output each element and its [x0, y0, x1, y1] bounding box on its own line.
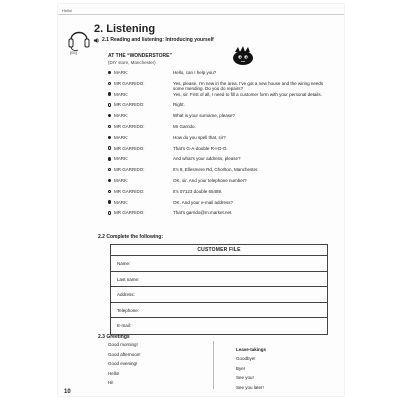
dialogue-row: [108, 102, 338, 113]
speaker-icon: [94, 38, 100, 43]
greeting-item: Good afternoon!: [108, 351, 141, 357]
dialogue-row: [108, 81, 338, 92]
dialogue-row: [108, 135, 338, 146]
dialogue-row: [108, 156, 338, 167]
dialogue-line: Mr Garrido.: [173, 123, 196, 129]
dialogue-row: [108, 210, 338, 221]
dialogue-line: And what’s your address, please?: [173, 156, 241, 162]
leave-takings-list: [236, 356, 264, 394]
dialogue-line: It’s 8, Ellesmere Rd, Chorlton, Manchester.: [173, 167, 259, 173]
section-title: 2. Listening: [94, 23, 156, 35]
customer-file-form: [110, 244, 328, 335]
greetings-list: [108, 342, 141, 390]
speaker-name: MARK:: [114, 113, 129, 119]
dialogue-row: [108, 189, 338, 200]
dialogue-line: That’s garrido@m.market.net.: [173, 210, 233, 216]
form-field-email[interactable]: E-mail:: [117, 323, 132, 328]
form-field-telephone[interactable]: Telephone:: [111, 303, 327, 319]
scene-header: [108, 53, 172, 65]
dialogue-line: It’s 07123 double 65489.: [173, 188, 223, 194]
speaker-name: MR GARRIDO:: [114, 167, 145, 173]
store-name: AT THE “WONDERSTORE”: [108, 53, 172, 59]
filled-bullet-icon: [108, 136, 111, 139]
open-bullet-icon: [108, 82, 111, 85]
store-location: (DIY store, Manchester): [108, 60, 156, 65]
form-field-address[interactable]: Address:: [111, 287, 327, 303]
column-divider: [213, 341, 214, 389]
speaker-name: MR GARRIDO:: [114, 210, 145, 216]
speaker-name: MR GARRIDO:: [114, 145, 145, 151]
mascot-illustration: [230, 46, 256, 66]
subsection-heading-2-1: 2.1 Reading and listening: Introducing yourself: [102, 37, 214, 43]
speaker-name: MARK:: [114, 177, 129, 183]
speaker-name: MR GARRIDO:: [114, 80, 145, 86]
greeting-item: Good morning!: [108, 342, 138, 347]
speaker-name: MR GARRIDO:: [114, 102, 145, 108]
leave-taking-item: Bye!: [236, 365, 246, 371]
customer-file-title: CUSTOMER FILE: [111, 245, 327, 256]
dialogue-line: Yes, please. I’m new in the area. I’ve got a new house and the wiring needs some mending. Do you do repairs?: [173, 80, 324, 91]
dialogue-line: OK. And your e-mail address?: [173, 199, 234, 205]
speaker-name: MARK:: [114, 70, 129, 75]
open-bullet-icon: [108, 211, 111, 214]
leave-taking-item: See you!: [236, 375, 254, 381]
filled-bullet-icon: [108, 179, 111, 182]
subsection-heading-2-2: 2.2 Complete the following:: [98, 234, 164, 240]
dialogue: [108, 70, 338, 221]
filled-bullet-icon: [108, 71, 111, 74]
running-head: Hello!: [62, 8, 73, 13]
speaker-name: MARK:: [114, 134, 129, 140]
open-bullet-icon: [108, 146, 111, 149]
dialogue-row: [108, 113, 338, 124]
speaker-name: MARK:: [114, 156, 129, 162]
dialogue-line: Hello, can I help you?: [173, 70, 217, 75]
greeting-item: Hello!: [108, 370, 120, 376]
dialogue-line: That’s G-A-double R-I-D-O.: [173, 145, 228, 151]
audio-track-number: [05]: [70, 50, 77, 55]
textbook-page: [58, 4, 344, 396]
form-field-last-name[interactable]: Last name:: [111, 272, 327, 288]
speaker-name: MARK:: [114, 199, 129, 205]
greeting-item: Hi!: [108, 380, 114, 386]
filled-bullet-icon: [108, 157, 111, 160]
speaker-name: MARK:: [114, 91, 129, 97]
speaker-name: MR GARRIDO:: [114, 123, 145, 129]
leave-takings-title: Leave-takings: [236, 347, 267, 352]
dialogue-line: What is your surname, please?: [173, 113, 236, 119]
dialogue-row: [108, 146, 338, 157]
filled-bullet-icon: [108, 200, 111, 203]
open-bullet-icon: [108, 168, 111, 171]
dialogue-row: [108, 124, 338, 135]
dialogue-row: [108, 70, 338, 81]
form-field-name[interactable]: Name:: [111, 256, 327, 272]
filled-bullet-icon: [108, 114, 111, 117]
dialogue-line: Right.: [173, 102, 185, 108]
open-bullet-icon: [108, 103, 111, 106]
leave-taking-item: See you later!: [236, 384, 264, 390]
leave-taking-item: Goodbye!: [236, 356, 256, 361]
header-rule: [58, 14, 344, 15]
page-number: 10: [64, 389, 71, 395]
dialogue-row: [108, 92, 338, 103]
subsection-heading-2-3: 2.3 Greetings: [98, 334, 130, 340]
dialogue-line: OK, sir. And your telephone number?: [173, 177, 247, 183]
open-bullet-icon: [108, 125, 111, 128]
speaker-name: MR GARRIDO:: [114, 188, 145, 194]
dialogue-row: [108, 200, 338, 211]
open-bullet-icon: [108, 190, 111, 193]
dialogue-row: [108, 167, 338, 178]
greeting-item: Good evening!: [108, 361, 138, 367]
dialogue-line: Yes, sir. First of all, I need to fill a customer form with your personal details.: [173, 91, 322, 97]
dialogue-line: How do you spell that, sir?: [173, 134, 226, 140]
dialogue-row: [108, 178, 338, 189]
headphones-icon: [68, 26, 90, 52]
filled-bullet-icon: [108, 92, 111, 95]
